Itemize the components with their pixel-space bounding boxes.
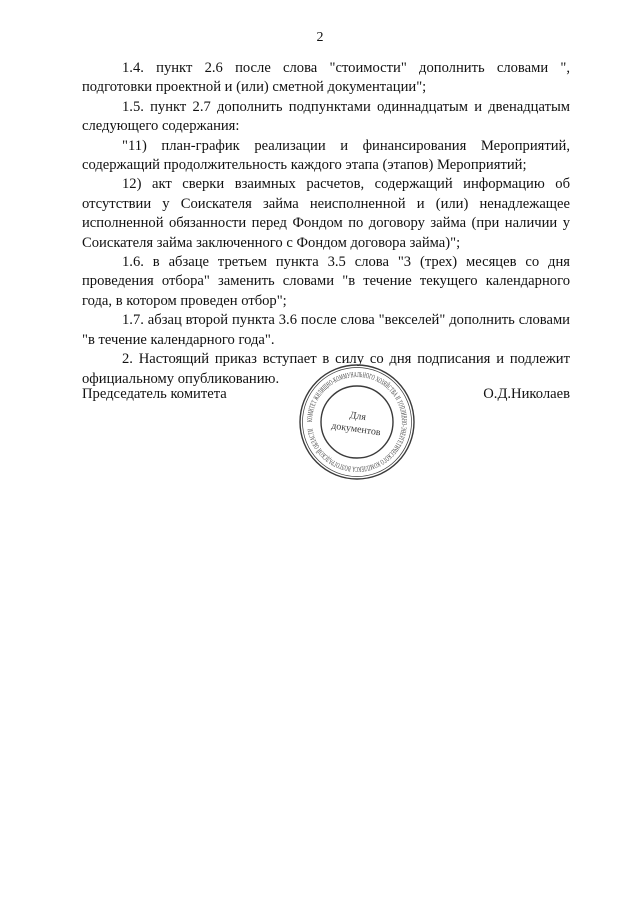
paragraph-1-5: 1.5. пункт 2.7 дополнить подпунктами одиннадцатым и двенадцатым следующего содержания:: [82, 98, 570, 135]
seal-outer-ring-thin: [303, 368, 412, 477]
document-body: [82, 59, 570, 389]
paragraph-1-7: 1.7. абзац второй пункта 3.6 после слова "векселей" дополнить словами "в течение календарного года".: [82, 312, 570, 348]
signatory-position: Председатель комитета: [82, 386, 227, 402]
paragraph-2: 2. Настоящий приказ вступает в силу со дня подписания и подлежит официальному опубликованию.: [82, 351, 570, 387]
signatory-name: О.Д.Николаев: [483, 386, 570, 402]
paragraph-subitem-11: "11) план-график реализации и финансирования Мероприятий, содержащий продолжительность каждого этапа (этапов) Мероприятий;: [82, 137, 570, 174]
paragraph-1-4: 1.4. пункт 2.6 после слова "стоимости" дополнить словами ", подготовки проектной и (или) сметной документации";: [82, 60, 570, 96]
seal-outer-ring: [300, 365, 414, 479]
page-number: 2: [316, 30, 324, 45]
paragraph-subitem-12: 12) акт сверки взаимных расчетов, содержащий информацию об отсутствии у Соискателя займа неисполненной и (или) ненадлежащее исполненной обязанности перед Фондом по договору займа (при наличии у Соискателя займа заключенного с Фондом договора займа)";: [82, 176, 570, 251]
seal-center-line-2: документов: [330, 420, 382, 439]
seal-ring-text: КОМИТЕТ ЖИЛИЩНО-КОММУНАЛЬНОГО ХОЗЯЙСТВА И ТОПЛИВНО-ЭНЕРГЕТИЧЕСКОГО КОМПЛЕКСА ВОЛГОГРАДСКОЙ ОБЛАСТИ: [304, 369, 410, 475]
official-seal: [297, 362, 417, 482]
seal-graphic: [297, 362, 417, 482]
seal-center-line-1: Для: [348, 409, 367, 424]
paragraph-1-6: 1.6. в абзаце третьем пункта 3.5 слова "3 (трех) месяцев со дня проведения отбора" заменить словами "в течение текущего календарного года, в котором проведен отбор";: [82, 254, 570, 309]
